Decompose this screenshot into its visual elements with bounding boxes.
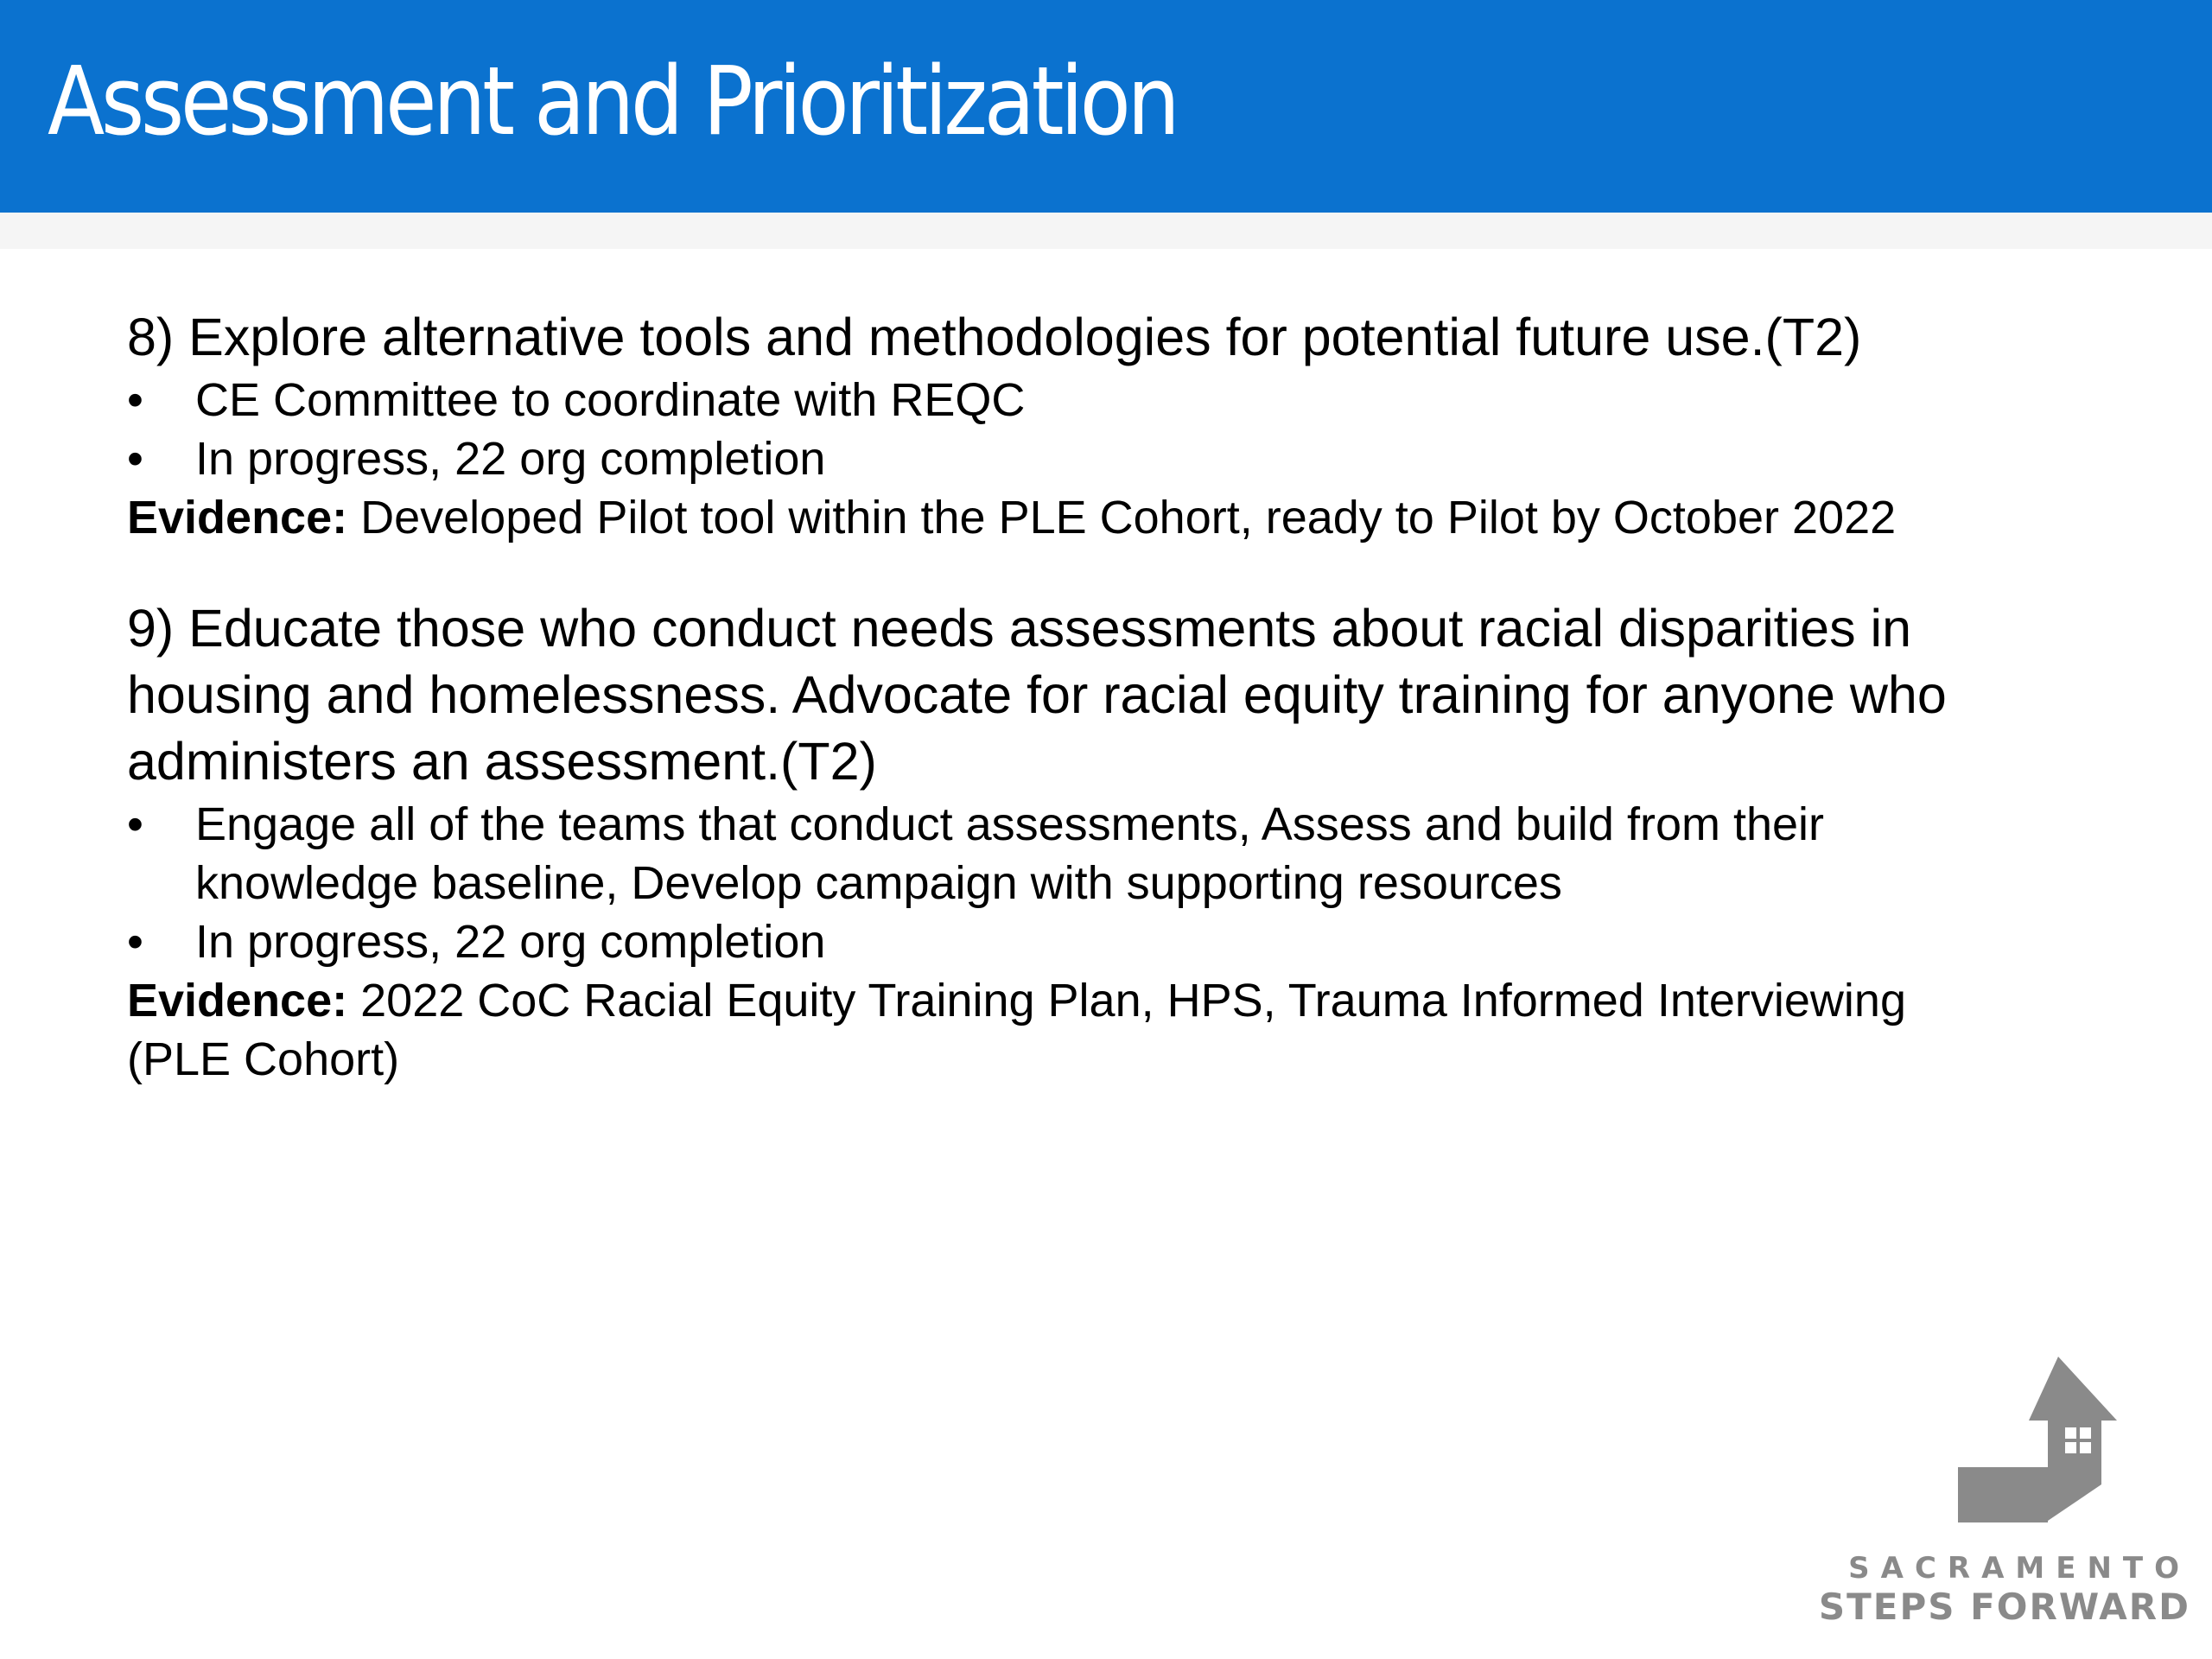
- item-8: [127, 304, 1985, 547]
- slide-title: Assessment and Prioritization: [48, 46, 1177, 156]
- evidence-label: Evidence:: [127, 975, 348, 1027]
- slide-header: [0, 0, 2212, 213]
- item-9-evidence: [127, 971, 1985, 1089]
- bullet-icon: •: [127, 374, 143, 426]
- list-item: [127, 429, 1985, 488]
- slide-content: [127, 304, 1985, 1089]
- item-8-heading: 8) Explore alternative tools and methodologies for potential future use.(T2): [127, 308, 1862, 366]
- bullet-text: Engage all of the teams that conduct assessments, Assess and build from their knowledge baseline, Develop campaign with supporting resources: [195, 798, 1825, 909]
- logo-text-sacramento: SACRAMENTO: [1848, 1551, 2190, 1586]
- item-9-heading: 9) Educate those who conduct needs assessments about racial disparities in housing and homelessness. Advocate for racial equity training for anyone who administers an assessment.(T2): [127, 599, 1947, 791]
- evidence-text: 2022 CoC Racial Equity Training Plan, HPS, Trauma Informed Interviewing (PLE Cohort): [127, 975, 1906, 1085]
- item-8-bullets: [127, 371, 1985, 488]
- sacramento-steps-forward-logo: [1818, 1357, 2195, 1633]
- bullet-icon: •: [127, 433, 143, 485]
- bullet-icon: •: [127, 798, 143, 850]
- item-9: [127, 595, 1985, 1089]
- list-item: [127, 795, 1985, 912]
- logo-text-steps-forward: STEPS FORWARD: [1818, 1586, 2190, 1628]
- list-item: [127, 912, 1985, 971]
- evidence-label: Evidence:: [127, 492, 348, 543]
- bullet-icon: •: [127, 916, 143, 968]
- item-9-bullets: [127, 795, 1985, 971]
- item-8-evidence: [127, 488, 1985, 547]
- evidence-text: Developed Pilot tool within the PLE Cohort, ready to Pilot by October 2022: [360, 492, 1897, 543]
- list-item: [127, 371, 1985, 429]
- bullet-text: CE Committee to coordinate with REQC: [195, 374, 1026, 426]
- bullet-text: In progress, 22 org completion: [195, 433, 826, 485]
- bullet-text: In progress, 22 org completion: [195, 916, 826, 968]
- house-icon: [1953, 1357, 2160, 1529]
- header-shadow-band: [0, 213, 2212, 249]
